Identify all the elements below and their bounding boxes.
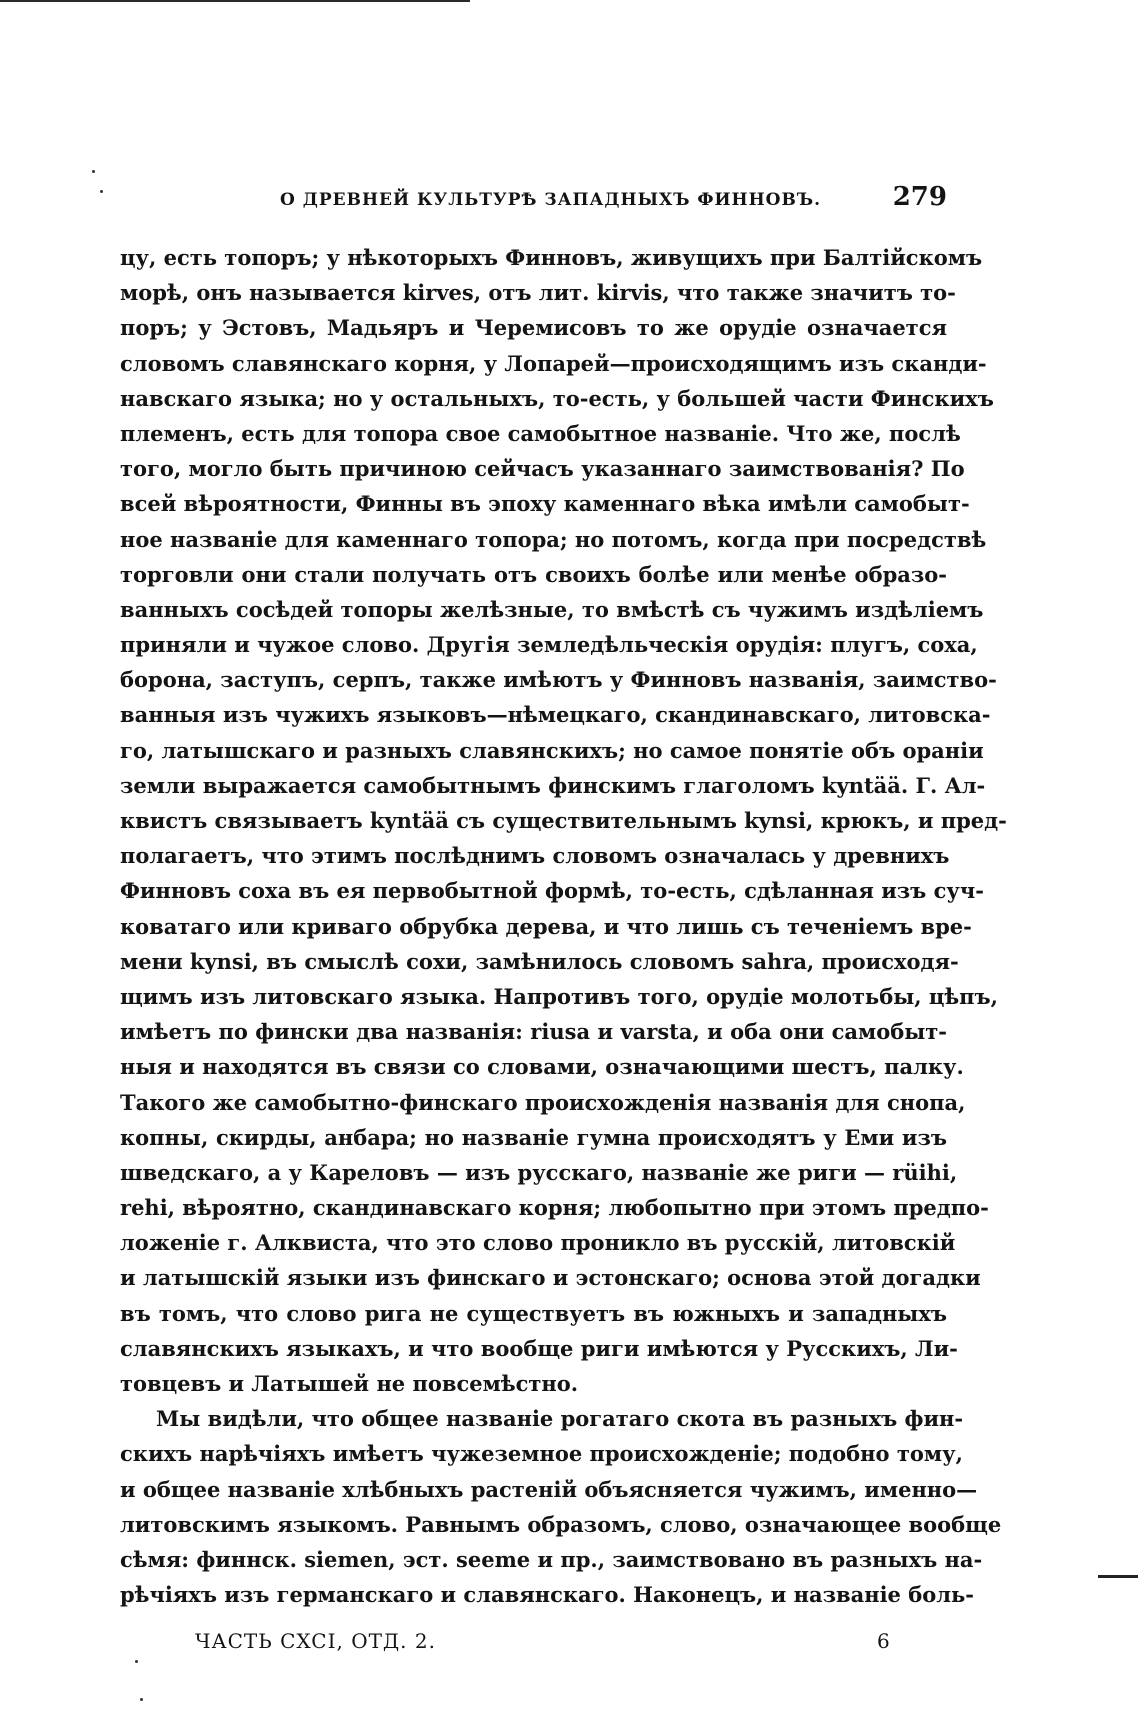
- text-line: Финновъ соха въ ея первобытной формѣ, то-есть, сдѣланная изъ суч-: [120, 878, 984, 904]
- text-line: Мы видѣли, что общее названіе рогатаго скота въ разныхъ фин-: [156, 1406, 964, 1432]
- text-line: rehi, вѣроятно, скандинавскаго корня; любопытно при этомъ предпо-: [120, 1195, 989, 1221]
- top-rule: [0, 0, 470, 2]
- text-line: словомъ славянскаго корня, у Лопарей—происходящимъ изъ сканди-: [120, 350, 987, 376]
- text-line: имѣетъ по фински два названія: riusa и varsta, и оба они самобыт-: [120, 1019, 947, 1045]
- text-line: скихъ нарѣчіяхъ имѣетъ чужеземное происхожденіе; подобно тому,: [120, 1441, 963, 1467]
- scan-speck: [100, 190, 103, 193]
- text-line: того, могло быть причиною сейчасъ указаннаго заимствованія? По: [120, 456, 965, 482]
- text-line: торговли они стали получать отъ своихъ болѣе или менѣе образо-: [120, 561, 947, 587]
- text-line: шведскаго, а у Кареловъ — изъ русскаго, названіе же риги — rüihi,: [120, 1159, 958, 1185]
- text-line: Такого же самобытно-финскаго происхожденія названія для снопа,: [120, 1089, 966, 1115]
- text-line: ложеніе г. Алквиста, что это слово проникло въ русскій, литовскій: [120, 1230, 956, 1256]
- text-line: всей вѣроятности, Финны въ эпоху каменнаго вѣка имѣли самобыт-: [120, 491, 970, 517]
- text-line: племенъ, есть для топора свое самобытное названіе. Что же, послѣ: [120, 420, 961, 446]
- scan-speck: [92, 170, 95, 173]
- text-line: рѣчіяхъ изъ германскаго и славянскаго. Наконецъ, и названіе боль-: [120, 1582, 975, 1608]
- text-line: ное названіе для каменнаго топора; но потомъ, когда при посредствѣ: [120, 526, 987, 552]
- text-line: копны, скирды, анбара; но названіе гумна происходятъ у Еми изъ: [120, 1124, 947, 1150]
- text-line: и общее названіе хлѣбныхъ растеній объясняется чужимъ, именно—: [120, 1476, 978, 1502]
- text-line: сѣмя: финнск. siemen, эст. seeme и пр., заимствовано въ разныхъ на-: [120, 1546, 983, 1572]
- text-line: литовскимъ языкомъ. Равнымъ образомъ, слово, означающее вообще: [120, 1511, 1002, 1537]
- text-line: въ томъ, что слово рига не существуетъ въ южныхъ и западныхъ: [120, 1300, 947, 1326]
- text-line: ныя и находятся въ связи со словами, означающими шестъ, палку.: [120, 1054, 964, 1080]
- sheet-number: 6: [877, 1629, 890, 1653]
- page-footer: [195, 1629, 895, 1659]
- running-title: О ДРЕВНЕЙ КУЛЬТУРѢ ЗАПАДНЫХЪ ФИННОВЪ.: [280, 190, 822, 210]
- signature-mark: ЧАСТЬ CXCI, ОТД. 2.: [195, 1629, 436, 1653]
- text-line: квистъ связываетъ kyntää съ существительнымъ kynsi, крюкъ, и пред-: [120, 808, 1007, 833]
- page-number: 279: [892, 182, 947, 212]
- text-line: навскаго языка; но у остальныхъ, то-есть, у большей части Финскихъ: [120, 385, 994, 411]
- body-text: [120, 240, 1007, 1612]
- text-line: коватаго или криваго обрубка дерева, и что лишь съ теченіемъ вре-: [120, 913, 972, 939]
- scan-speck: [135, 1660, 138, 1663]
- text-line: го, латышскаго и разныхъ славянскихъ; но самое понятіе объ ораніи: [120, 737, 984, 763]
- text-line: и латышскій языки изъ финскаго и эстонскаго; основа этой догадки: [120, 1265, 981, 1291]
- scan-speck: [140, 1698, 143, 1701]
- text-line: славянскихъ языкахъ, и что вообще риги имѣются у Русскихъ, Ли-: [120, 1335, 958, 1361]
- text-line: ванныя изъ чужихъ языковъ—нѣмецкаго, скандинавскаго, литовска-: [120, 702, 991, 728]
- text-line: щимъ изъ литовскаго языка. Напротивъ того, орудіе молотьбы, цѣпъ,: [120, 983, 998, 1009]
- text-line: поръ; у Эстовъ, Мадьяръ и Черемисовъ то же орудіе означается: [120, 315, 947, 341]
- text-line: земли выражается самобытнымъ финскимъ глаголомъ kyntää. Г. Ал-: [120, 772, 986, 798]
- text-line: цу, есть топоръ; у нѣкоторыхъ Финновъ, живущихъ при Балтійскомъ: [120, 245, 983, 270]
- text-line: товцевъ и Латышей не повсемѣстно.: [120, 1371, 579, 1396]
- text-line: приняли и чужое слово. Другія земледѣльческія орудія: плугъ, соха,: [120, 632, 978, 658]
- text-line: борона, заступъ, серпъ, также имѣютъ у Финновъ названія, заимство-: [120, 667, 997, 693]
- text-line: ванныхъ сосѣдей топоры желѣзные, то вмѣстѣ съ чужимъ издѣліемъ: [120, 596, 984, 622]
- text-line: полагаетъ, что этимъ послѣднимъ словомъ означалась у древнихъ: [120, 843, 950, 869]
- page-header: [255, 182, 947, 212]
- text-line: мени kynsi, въ смыслѣ сохи, замѣнилось словомъ sahra, происходя-: [120, 948, 959, 974]
- text-line: морѣ, онъ называется kirves, отъ лит. kirvis, что также значитъ то-: [120, 280, 956, 306]
- margin-dash: [1098, 1575, 1138, 1578]
